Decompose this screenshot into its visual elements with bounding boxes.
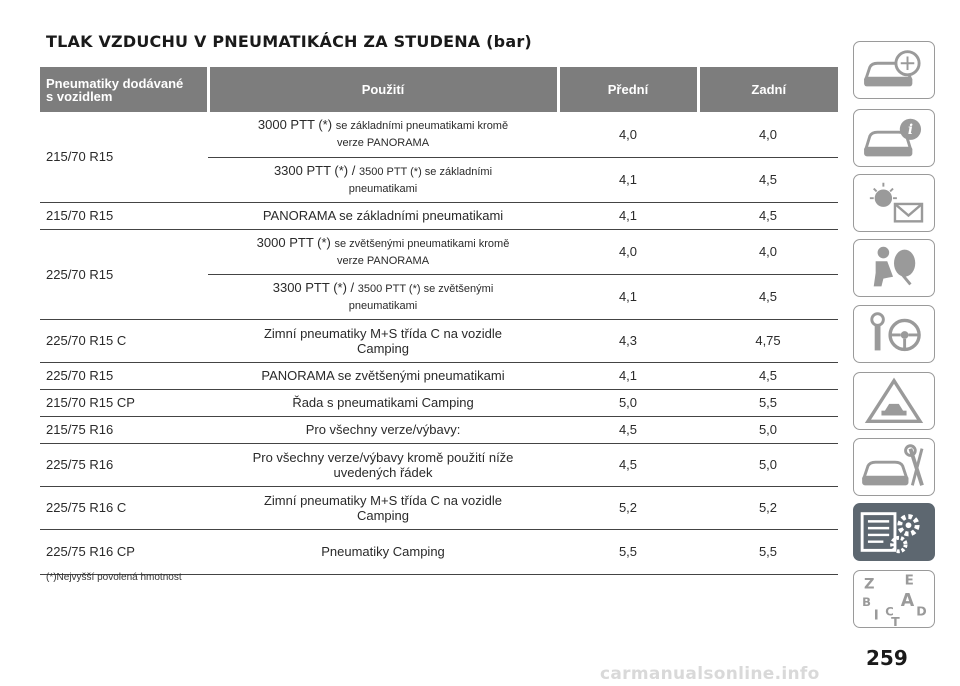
table-header-row [40,67,838,112]
header-front: Přední [558,67,698,112]
tire-size: 225/70 R15 [40,229,208,319]
rear-pressure: 5,0 [698,443,838,486]
footnote: (*)Nejvyšší povolená hmotnost [46,572,182,583]
table-row [40,362,838,389]
rear-pressure: 5,0 [698,416,838,443]
front-pressure: 4,1 [558,202,698,229]
use-cell: Pro všechny verze/výbavy: [208,416,558,443]
index-letter: D [916,603,927,619]
car-dashboard-icon[interactable] [853,41,935,99]
table-row [40,202,838,229]
header-rear: Zadní [698,67,838,112]
front-pressure: 4,3 [558,319,698,362]
tire-size: 215/70 R15 [40,202,208,229]
rear-pressure: 4,75 [698,319,838,362]
header-tires: Pneumatiky dodávané s vozidlem [40,67,208,112]
rear-pressure: 5,5 [698,529,838,574]
use-cell: PANORAMA se zvětšenými pneumatikami [208,362,558,389]
front-pressure: 4,1 [558,157,698,202]
tire-size: 225/70 R15 [40,362,208,389]
warning-triangle-icon[interactable] [853,372,935,430]
page-number: 259 [866,646,908,670]
warning-lights-icon[interactable] [853,174,935,232]
use-cell: Pro všechny verze/výbavy kromě použití níže uvedených řádek [208,443,558,486]
rear-pressure: 4,5 [698,202,838,229]
index-letter: E [904,572,914,589]
rear-pressure: 4,0 [698,112,838,157]
front-pressure: 5,5 [558,529,698,574]
rear-pressure: 5,2 [698,486,838,529]
airbag-icon[interactable] [853,239,935,297]
rear-pressure: 5,5 [698,389,838,416]
tire-size: 225/70 R15 C [40,319,208,362]
front-pressure: 4,1 [558,362,698,389]
use-cell: 3300 PTT (*) / 3500 PTT (*) se zvětšenými pneumatikami [208,274,558,319]
use-cell: Pneumatiky Camping [208,529,558,574]
technical-data-icon[interactable] [853,503,935,561]
tire-size: 215/70 R15 [40,112,208,202]
index-letter: C [885,604,894,619]
car-service-icon[interactable] [853,438,935,496]
tire-size: 225/75 R16 C [40,486,208,529]
use-cell: 3300 PTT (*) / 3500 PTT (*) se základními pneumatikami [208,157,558,202]
table-row [40,319,838,362]
front-pressure: 4,1 [558,274,698,319]
use-cell: 3000 PTT (*) se zvětšenými pneumatikami kromě verze PANORAMA [208,229,558,274]
tire-size: 225/75 R16 CP [40,529,208,574]
index-letter: A [900,590,915,611]
tire-pressure-table [40,67,838,575]
rear-pressure: 4,0 [698,229,838,274]
car-info-icon[interactable] [853,109,935,167]
table-row [40,229,838,274]
svg-text:i: i [907,122,913,139]
index-letter: B [862,594,871,609]
watermark: carmanualsonline.info [600,664,820,684]
use-cell: Zimní pneumatiky M+S třída C na vozidle Camping [208,319,558,362]
table-row [40,529,838,574]
front-pressure: 4,5 [558,416,698,443]
index-letter: I [873,607,879,624]
front-pressure: 4,0 [558,112,698,157]
use-cell: Zimní pneumatiky M+S třída C na vozidle Camping [208,486,558,529]
index-letter: T [891,614,900,627]
table-row [40,486,838,529]
front-pressure: 4,0 [558,229,698,274]
tire-size: 215/75 R16 [40,416,208,443]
rear-pressure: 4,5 [698,157,838,202]
front-pressure: 4,5 [558,443,698,486]
table-row [40,416,838,443]
tire-size: 215/70 R15 CP [40,389,208,416]
rear-pressure: 4,5 [698,274,838,319]
use-cell: 3000 PTT (*) se základními pneumatikami kromě verze PANORAMA [208,112,558,157]
rear-pressure: 4,5 [698,362,838,389]
index-letters-icon[interactable] [853,570,935,628]
front-pressure: 5,0 [558,389,698,416]
front-pressure: 5,2 [558,486,698,529]
table-row [40,112,838,157]
key-steering-icon[interactable] [853,305,935,363]
table-row [40,389,838,416]
table-row [40,443,838,486]
tire-size: 225/75 R16 [40,443,208,486]
use-cell: Řada s pneumatikami Camping [208,389,558,416]
use-cell: PANORAMA se základními pneumatikami [208,202,558,229]
header-use: Použití [208,67,558,112]
page-title: TLAK VZDUCHU V PNEUMATIKÁCH ZA STUDENA (bar) [46,32,532,51]
index-letter: Z [864,576,875,593]
